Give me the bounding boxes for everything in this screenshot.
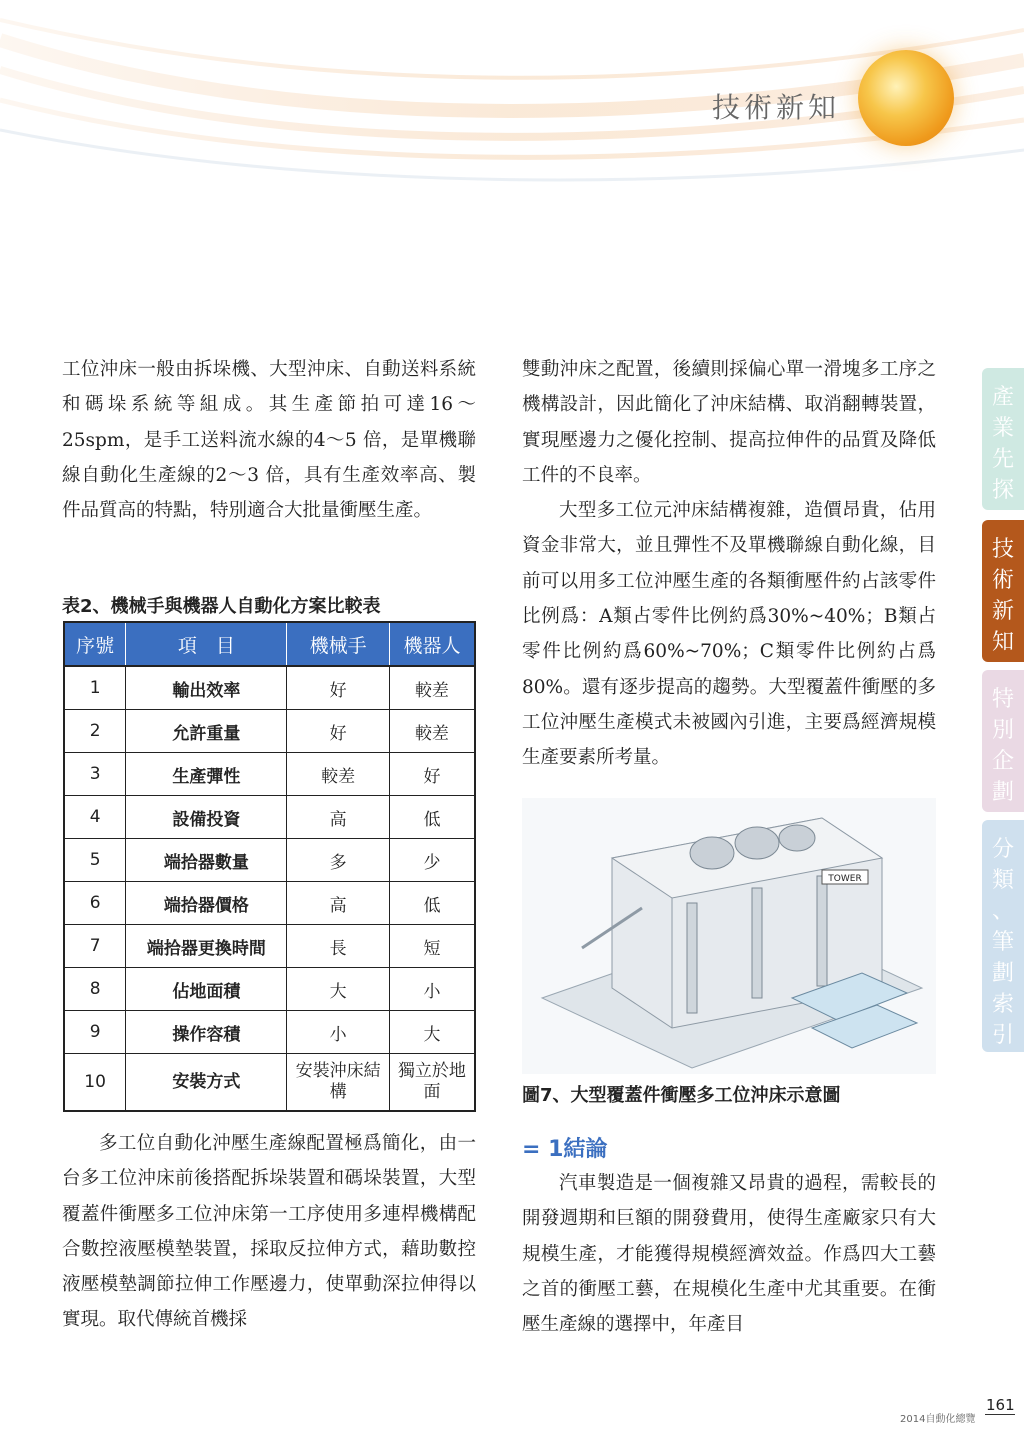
table-caption: 表2、機械手與機器人自動化方案比較表 xyxy=(62,596,381,617)
paragraph: 汽車製造是一個複雜又昂貴的過程，需較長的開發週期和巨額的開發費用，使得生產廠家只有大規模生產，才能獲得規模經濟效益。作爲四大工藝之首的衝壓工藝，在規模化生產中尤其重要。在衝壓生產線的選擇中，年產目 xyxy=(522,1173,936,1336)
table-cell: 生產彈性 xyxy=(126,753,287,796)
column-header: 機器人 xyxy=(389,622,475,666)
side-tab-char: 劃 xyxy=(991,961,1014,986)
side-tab-index[interactable] xyxy=(982,820,1024,1052)
side-tab-char: 企 xyxy=(991,749,1014,774)
table-cell: 少 xyxy=(389,839,475,882)
side-tab-char: 分 xyxy=(991,837,1014,862)
table-cell: 操作容積 xyxy=(126,1011,287,1054)
side-tab-char: 特 xyxy=(991,687,1014,712)
table-header-row xyxy=(64,622,475,666)
table-cell: 低 xyxy=(389,796,475,839)
table-cell: 1 xyxy=(64,666,126,710)
footer-brand: 2014自動化總覽 xyxy=(900,1414,976,1425)
table-cell: 好 xyxy=(287,710,389,753)
column-header: 機械手 xyxy=(287,622,389,666)
table-cell: 5 xyxy=(64,839,126,882)
table-cell: 6 xyxy=(64,882,126,925)
table-cell: 安裝沖床結構 xyxy=(287,1054,389,1112)
table-cell: 較差 xyxy=(287,753,389,796)
table-cell: 9 xyxy=(64,1011,126,1054)
side-tab-char: 引 xyxy=(991,1023,1014,1048)
table-cell: 小 xyxy=(287,1011,389,1054)
table-cell: 低 xyxy=(389,882,475,925)
side-tab-char: 別 xyxy=(991,718,1014,743)
table-cell: 端拾器更換時間 xyxy=(126,925,287,968)
table-cell: 端拾器價格 xyxy=(126,882,287,925)
table-row xyxy=(64,1011,475,1054)
table-cell: 長 xyxy=(287,925,389,968)
table-cell: 設備投資 xyxy=(126,796,287,839)
table-cell: 10 xyxy=(64,1054,126,1112)
side-tab-industry[interactable] xyxy=(982,368,1024,510)
side-tab-special[interactable] xyxy=(982,670,1024,812)
table-row xyxy=(64,666,475,710)
table-cell: 4 xyxy=(64,796,126,839)
table-cell: 短 xyxy=(389,925,475,968)
table-cell: 3 xyxy=(64,753,126,796)
table-row xyxy=(64,839,475,882)
comparison-table xyxy=(63,621,476,1112)
side-tab-char: 探 xyxy=(991,478,1014,503)
side-tab-char: 筆 xyxy=(991,930,1014,955)
table-cell: 7 xyxy=(64,925,126,968)
side-tab-char: 業 xyxy=(991,416,1014,441)
table-cell: 較差 xyxy=(389,710,475,753)
side-tab-char: 、 xyxy=(991,899,1014,924)
figure-caption: 圖7、大型覆蓋件衝壓多工位沖床示意圖 xyxy=(522,1085,841,1106)
paragraph: 多工位自動化沖壓生產線配置極爲簡化，由一台多工位沖床前後搭配拆垛裝置和碼垛裝置，大型覆蓋件衝壓多工位沖床第一工序使用多連桿機構配合數控液壓模墊裝置，採取反拉伸方式，藉助數控液壓模墊調節拉伸工作壓邊力，使單動深拉伸得以實現。取代傳統首機採 xyxy=(62,1133,476,1331)
column-header: 項 目 xyxy=(126,622,287,666)
paragraph: 大型多工位元沖床結構複雜，造價昂貴，佔用資金非常大，並且彈性不及單機聯線自動化線，目前可以用多工位沖壓生產的各類衝壓件約占該零件比例爲：A類占零件比例約爲30%~40%；B類占零件比例約爲60%~70%；C類零件比例約占爲80%。還有逐步提高的趨勢。大型覆蓋件衝壓的多工位沖壓生產模式未被國內引進，主要爲經濟規模生產要素所考量。 xyxy=(522,500,936,769)
side-tab-char: 先 xyxy=(991,447,1014,472)
table-cell: 獨立於地面 xyxy=(389,1054,475,1112)
side-tab-char: 知 xyxy=(991,630,1014,655)
table-row xyxy=(64,753,475,796)
table-cell: 輸出效率 xyxy=(126,666,287,710)
table-cell: 8 xyxy=(64,968,126,1011)
table-row xyxy=(64,1054,475,1112)
table-cell: 較差 xyxy=(389,666,475,710)
table-row xyxy=(64,968,475,1011)
table-cell: 小 xyxy=(389,968,475,1011)
table-cell: 大 xyxy=(287,968,389,1011)
table-cell: 安裝方式 xyxy=(126,1054,287,1112)
footer-divider xyxy=(985,1414,1015,1415)
table-row xyxy=(64,882,475,925)
paragraph: 工位沖床一般由拆垛機、大型沖床、自動送料系統和碼垛系統等組成。其生產節拍可達16～25spm，是手工送料流水線的4～5 倍，是單機聯線自動化生產線的2～3 倍，具有生產效率高、製件品質高的特點，特別適合大批量衝壓生產。 xyxy=(62,359,476,522)
press-machine-drawing xyxy=(522,798,936,1074)
brand-plate-text: TOWER xyxy=(828,874,862,884)
paragraph: 雙動沖床之配置，後續則採偏心單一滑塊多工序之機構設計，因此簡化了沖床結構、取消翻轉裝置，實現壓邊力之優化控制、提高拉伸件的品質及降低工件的不良率。 xyxy=(522,359,936,486)
side-tab-tech[interactable] xyxy=(982,520,1024,662)
table-row xyxy=(64,710,475,753)
table-cell: 2 xyxy=(64,710,126,753)
table-cell: 好 xyxy=(287,666,389,710)
table-cell: 好 xyxy=(389,753,475,796)
table-row xyxy=(64,925,475,968)
table-cell: 佔地面積 xyxy=(126,968,287,1011)
table-cell: 大 xyxy=(389,1011,475,1054)
side-tab-char: 術 xyxy=(991,568,1014,593)
table-cell: 允許重量 xyxy=(126,710,287,753)
section-title: 技術新知 xyxy=(712,91,841,124)
side-tab-char: 劃 xyxy=(991,780,1014,805)
table-cell: 高 xyxy=(287,882,389,925)
right-column-top-text xyxy=(522,352,936,776)
side-tab-char: 技 xyxy=(991,537,1014,562)
conclusion-text xyxy=(522,1166,936,1342)
side-tab-char: 索 xyxy=(991,992,1014,1017)
table-cell: 端拾器數量 xyxy=(126,839,287,882)
side-tab-char: 產 xyxy=(991,385,1014,410)
left-column-top-text xyxy=(62,352,476,528)
side-tab-char: 新 xyxy=(991,599,1014,624)
press-line-illustration xyxy=(522,798,936,1074)
side-tab-char: 類 xyxy=(991,868,1014,893)
column-header: 序號 xyxy=(64,622,126,666)
table-cell: 高 xyxy=(287,796,389,839)
table-row xyxy=(64,796,475,839)
table-cell: 多 xyxy=(287,839,389,882)
page-number: 161 xyxy=(986,1396,1015,1414)
left-column-bottom-text xyxy=(62,1126,476,1338)
conclusion-heading: = 1結論 xyxy=(522,1137,608,1162)
globe-icon xyxy=(858,50,954,146)
